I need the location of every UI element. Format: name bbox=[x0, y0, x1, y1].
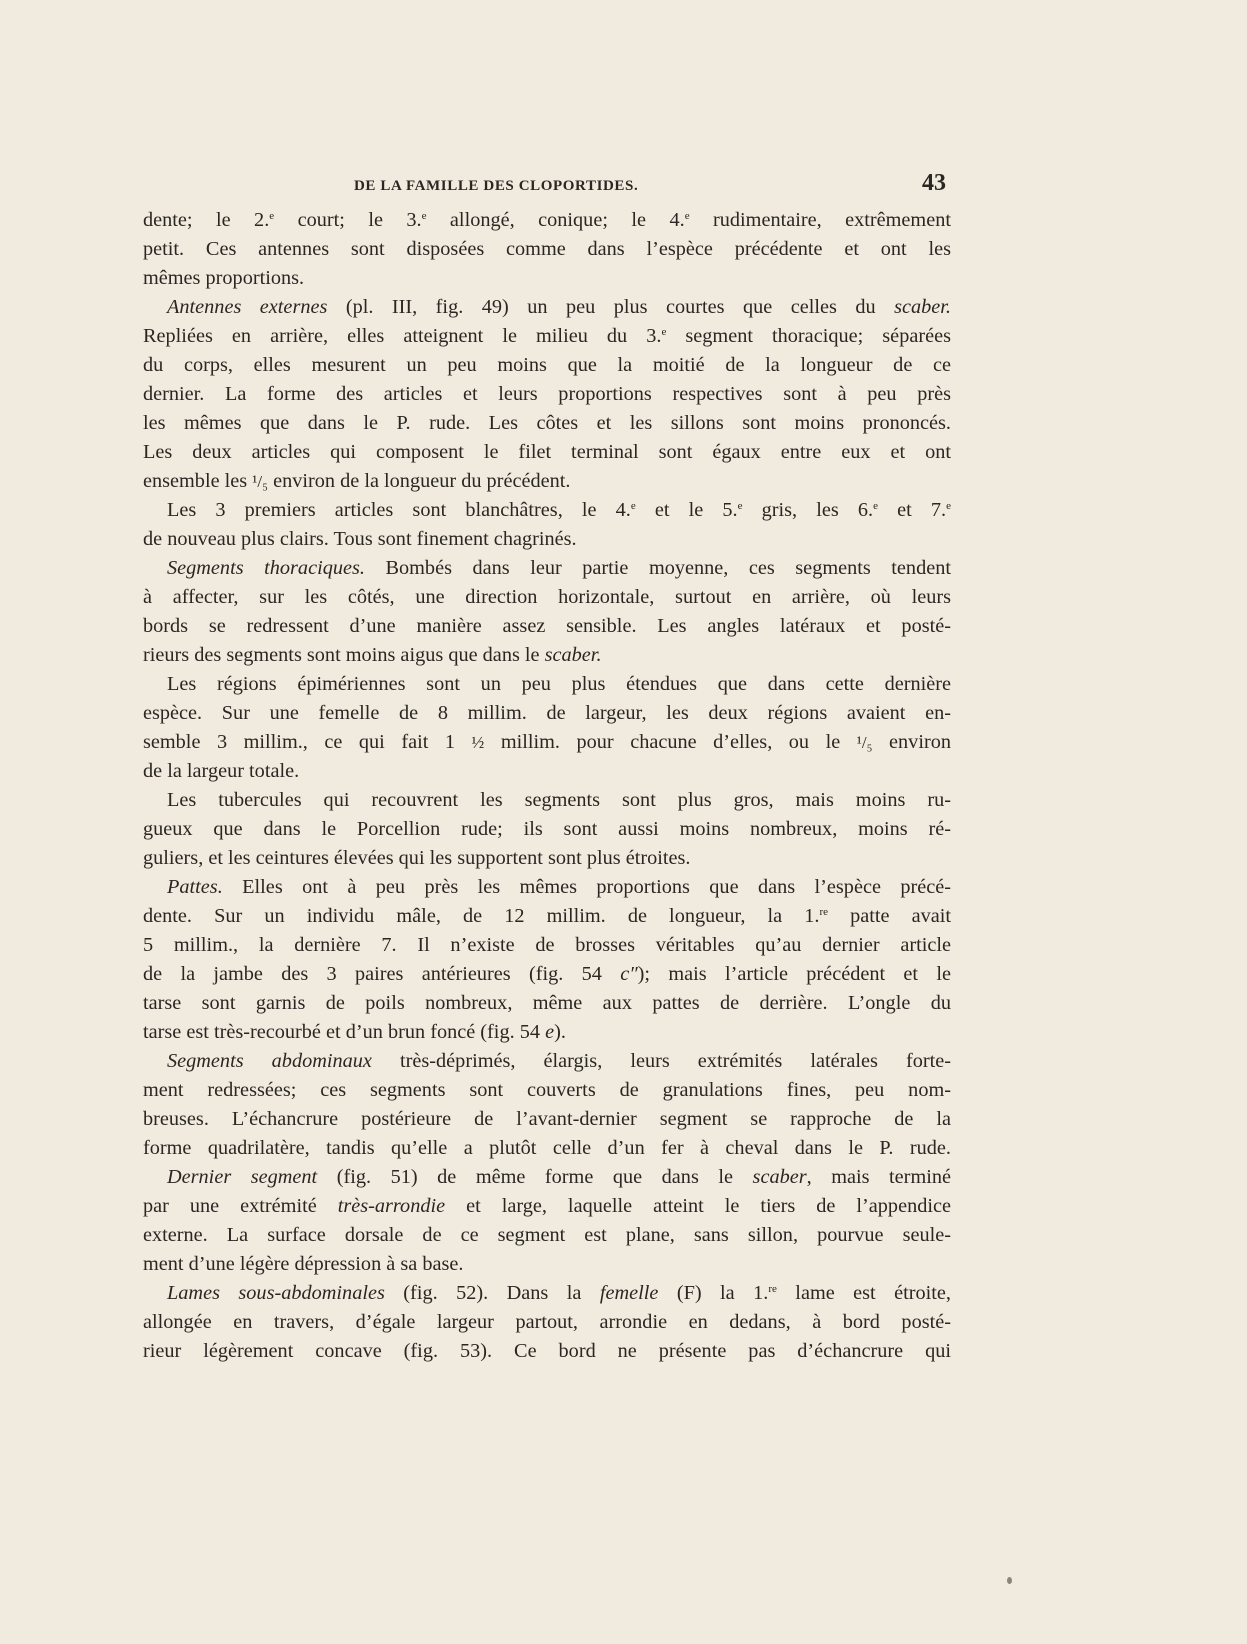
text-line: par une extrémité très-arrondie et large, laquelle atteint le tiers de l’appendice bbox=[143, 1195, 951, 1217]
page-number: 43 bbox=[922, 170, 946, 196]
text-line: gueux que dans le Porcellion rude; ils sont aussi moins nombreux, moins ré- bbox=[143, 818, 951, 840]
text-line: Lames sous-abdominales (fig. 52). Dans la femelle (F) la 1.$^{re}$ lame est étroite, bbox=[167, 1282, 951, 1304]
text-line: breuses. L’échancrure postérieure de l’avant-dernier segment se rapproche de la bbox=[143, 1108, 951, 1130]
text-line: dente. Sur un individu mâle, de 12 millim. de longueur, la 1.$^{re}$ patte avait bbox=[143, 905, 951, 927]
text-line: petit. Ces antennes sont disposées comme dans l’espèce précédente et ont les bbox=[143, 238, 951, 260]
text-line: ensemble les ¹/₅ environ de la longueur du précédent. bbox=[143, 470, 571, 492]
body-text bbox=[143, 206, 951, 1366]
text-line: bords se redressent d’une manière assez sensible. Les angles latéraux et posté- bbox=[143, 615, 951, 637]
text-line: Antennes externes (pl. III, fig. 49) un peu plus courtes que celles du scaber. bbox=[167, 296, 951, 318]
paper-speck bbox=[1007, 1577, 1012, 1584]
text-line: mêmes proportions. bbox=[143, 267, 305, 289]
text-line: Les 3 premiers articles sont blanchâtres, le 4.$^e$ et le 5.$^e$ gris, les 6.$^e$ et 7.$^e$ bbox=[167, 499, 951, 521]
text-line: Dernier segment (fig. 51) de même forme que dans le scaber, mais terminé bbox=[167, 1166, 951, 1188]
text-line: Les tubercules qui recouvrent les segments sont plus gros, mais moins ru- bbox=[167, 789, 951, 811]
text-line: de la jambe des 3 paires antérieures (fig. 54 c″); mais l’article précédent et le bbox=[143, 963, 951, 985]
text-line: espèce. Sur une femelle de 8 millim. de largeur, les deux régions avaient en- bbox=[143, 702, 951, 724]
text-line: à affecter, sur les côtés, une direction horizontale, surtout en arrière, où leurs bbox=[143, 586, 951, 608]
text-line: guliers, et les ceintures élevées qui les supportent sont plus étroites. bbox=[143, 847, 691, 869]
text-line: Les deux articles qui composent le filet terminal sont égaux entre eux et ont bbox=[143, 441, 951, 463]
text-line: ment redressées; ces segments sont couverts de granulations fines, peu nom- bbox=[143, 1079, 951, 1101]
text-line: rieur légèrement concave (fig. 53). Ce bord ne présente pas d’échancrure qui bbox=[143, 1340, 951, 1362]
text-line: tarse est très-recourbé et d’un brun foncé (fig. 54 e). bbox=[143, 1021, 566, 1043]
text-line: externe. La surface dorsale de ce segment est plane, sans sillon, pourvue seule- bbox=[143, 1224, 951, 1246]
text-line: de la largeur totale. bbox=[143, 760, 300, 782]
text-line: dernier. La forme des articles et leurs proportions respectives sont à peu près bbox=[143, 383, 951, 405]
text-line: du corps, elles mesurent un peu moins que la moitié de la longueur de ce bbox=[143, 354, 951, 376]
text-line: dente; le 2.$^e$ court; le 3.$^e$ allongé, conique; le 4.$^e$ rudimentaire, extrêmement bbox=[143, 209, 951, 231]
text-line: forme quadrilatère, tandis qu’elle a plutôt celle d’un fer à cheval dans le P. rude. bbox=[143, 1137, 951, 1159]
running-title: DE LA FAMILLE DES CLOPORTIDES. bbox=[354, 178, 639, 194]
text-line: Repliées en arrière, elles atteignent le milieu du 3.$^e$ segment thoracique; séparées bbox=[143, 325, 951, 347]
text-line: semble 3 millim., ce qui fait 1 ½ millim. pour chacune d’elles, ou le ¹/₅ environ bbox=[143, 731, 951, 753]
text-line: allongée en travers, d’égale largeur partout, arrondie en dedans, à bord posté- bbox=[143, 1311, 951, 1333]
text-line: Segments abdominaux très-déprimés, élargis, leurs extrémités latérales forte- bbox=[167, 1050, 951, 1072]
text-line: 5 millim., la dernière 7. Il n’existe de brosses véritables qu’au dernier article bbox=[143, 934, 951, 956]
text-line: ment d’une légère dépression à sa base. bbox=[143, 1253, 464, 1275]
text-line: tarse sont garnis de poils nombreux, même aux pattes de derrière. L’ongle du bbox=[143, 992, 951, 1014]
text-line: de nouveau plus clairs. Tous sont finement chagrinés. bbox=[143, 528, 577, 550]
text-line: les mêmes que dans le P. rude. Les côtes et les sillons sont moins prononcés. bbox=[143, 412, 951, 434]
text-line: rieurs des segments sont moins aigus que dans le scaber. bbox=[143, 644, 602, 666]
text-line: Pattes. Elles ont à peu près les mêmes proportions que dans l’espèce précé- bbox=[167, 876, 951, 898]
text-line: Les régions épimériennes sont un peu plus étendues que dans cette dernière bbox=[167, 673, 951, 695]
text-line: Segments thoraciques. Bombés dans leur partie moyenne, ces segments tendent bbox=[167, 557, 951, 579]
